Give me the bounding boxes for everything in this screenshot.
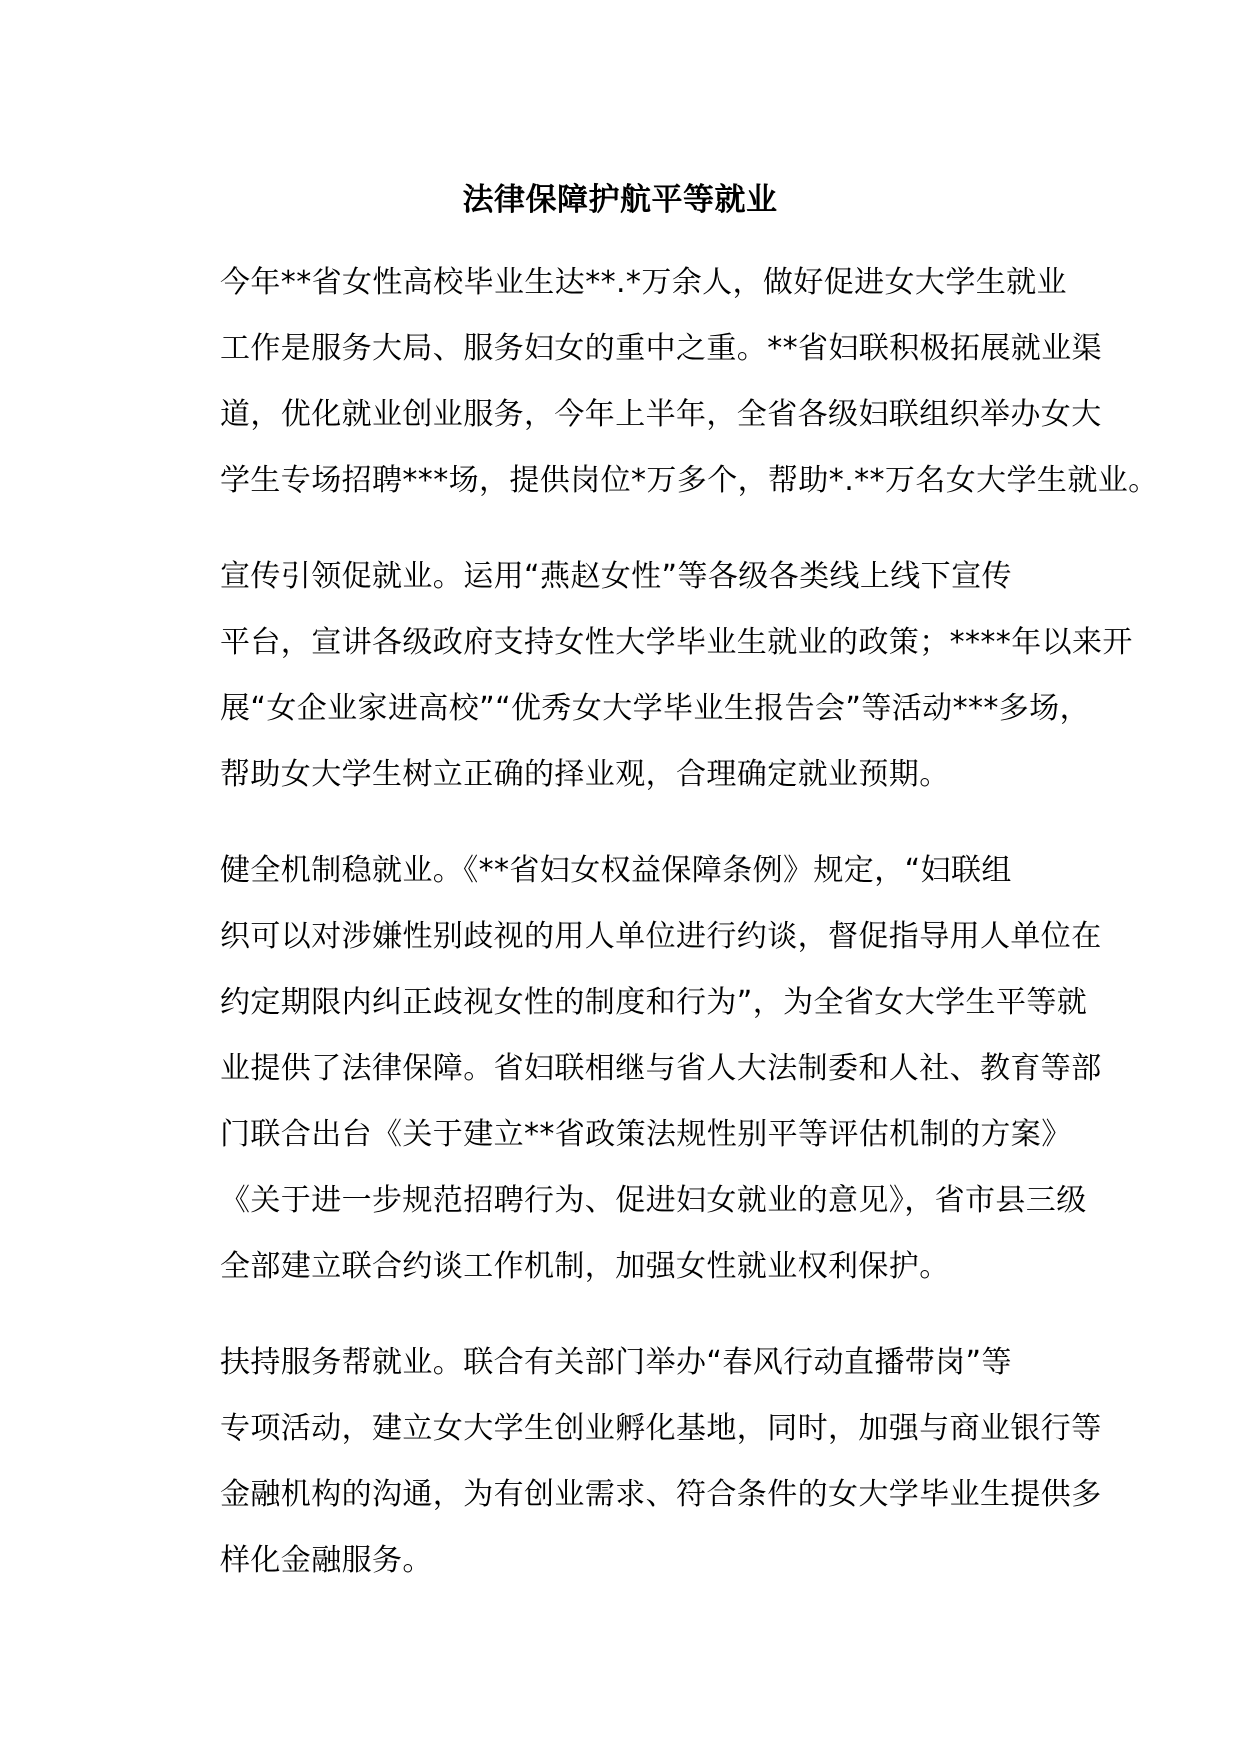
paragraph-line: 工作是服务大局、服务妇女的重中之重。**省妇联积极拓展就业渠 [220, 331, 1102, 366]
paragraph-line: 全部建立联合约谈工作机制，加强女性就业权利保护。 [220, 1249, 950, 1284]
paragraph-line: 道，优化就业创业服务，今年上半年，全省各级妇联组织举办女大 [220, 397, 1102, 432]
paragraph-line: 约定期限内纠正歧视女性的制度和行为”，为全省女大学生平等就 [220, 985, 1088, 1020]
document-title: 法律保障护航平等就业 [462, 182, 778, 218]
paragraph-line: 织可以对涉嫌性别歧视的用人单位进行约谈，督促指导用人单位在 [220, 919, 1102, 954]
paragraph-publicity [160, 544, 1133, 808]
paragraph-line: 金融机构的沟通，为有创业需求、符合条件的女大学毕业生提供多 [220, 1477, 1102, 1512]
paragraph-line: 扶持服务帮就业。联合有关部门举办“春风行动直播带岗”等 [220, 1345, 1012, 1380]
paragraph-line: 宣传引领促就业。运用“燕赵女性”等各级各类线上线下宣传 [220, 559, 1012, 594]
paragraph-line: 平台，宣讲各级政府支持女性大学毕业生就业的政策；****年以来开 [220, 625, 1133, 660]
paragraph-line: 《关于进一步规范招聘行为、促进妇女就业的意见》，省市县三级 [220, 1183, 1087, 1218]
paragraph-intro [160, 250, 1159, 514]
paragraph-line: 帮助女大学生树立正确的择业观，合理确定就业预期。 [220, 757, 950, 792]
paragraph-line: 学生专场招聘***场，提供岗位*万多个，帮助*.**万名女大学生就业。 [220, 463, 1159, 498]
paragraph-line: 专项活动，建立女大学生创业孵化基地，同时，加强与商业银行等 [220, 1411, 1102, 1446]
paragraph-line: 业提供了法律保障。省妇联相继与省人大法制委和人社、教育等部 [220, 1051, 1102, 1086]
paragraph-line: 健全机制稳就业。《**省妇女权益保障条例》规定，“妇联组 [220, 853, 1012, 888]
paragraph-line: 展“女企业家进高校”“优秀女大学毕业生报告会”等活动***多场， [220, 691, 1090, 726]
paragraph-line: 门联合出台《关于建立**省政策法规性别平等评估机制的方案》 [220, 1117, 1072, 1152]
paragraph-support [160, 1330, 1100, 1594]
paragraph-mechanism [160, 838, 1100, 1300]
paragraph-line: 样化金融服务。 [220, 1543, 433, 1578]
paragraph-line: 今年**省女性高校毕业生达**.*万余人，做好促进女大学生就业 [220, 265, 1067, 300]
document-body [160, 250, 1159, 1624]
